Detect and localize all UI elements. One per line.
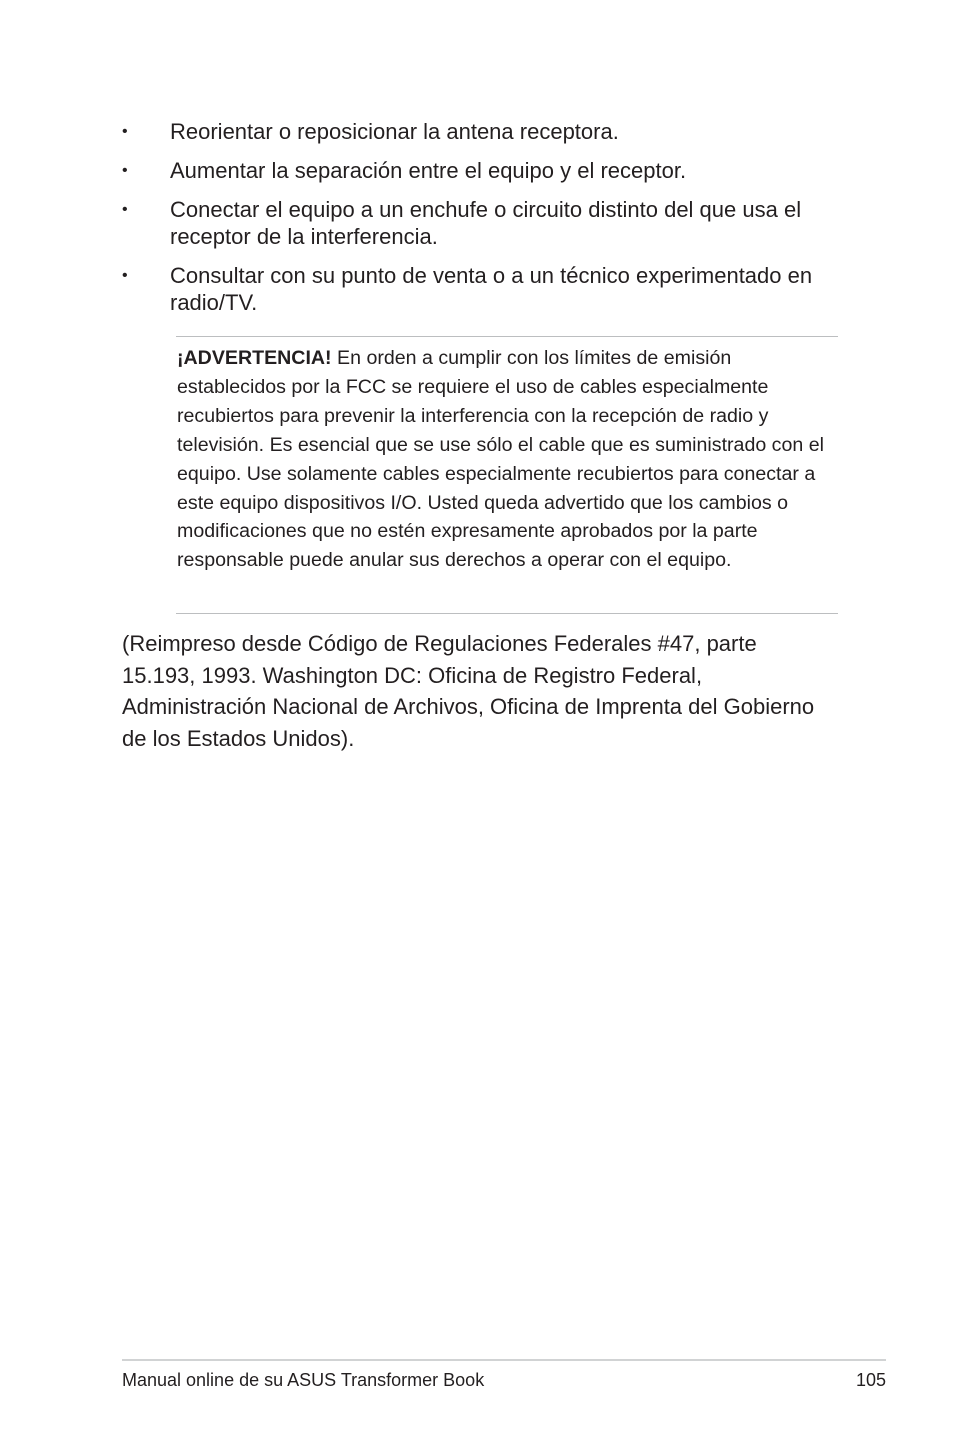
list-item bbox=[122, 196, 842, 250]
bullet-list bbox=[122, 118, 842, 328]
footer-divider bbox=[122, 1359, 886, 1361]
bullet-text: Reorientar o reposicionar la antena receptora. bbox=[170, 119, 619, 144]
warning-box bbox=[176, 336, 838, 614]
footer-title: Manual online de su ASUS Transformer Book bbox=[122, 1370, 485, 1390]
warning-body: En orden a cumplir con los límites de emisión establecidos por la FCC se requiere el uso de cables especialmente recubiertos para prevenir la interferencia con la recepción de radio y televisión. Es esencial que se use sólo el cable que es suministrado con el equipo. Use solamente cables especialmente recubiertos para conectar a este equipo dispositivos I/O. Usted queda advertido que los cambios o modificaciones que no estén expresamente aprobados por la parte responsable puede anular sus derechos a operar con el equipo. bbox=[177, 347, 824, 572]
warning-label: ¡ADVERTENCIA! bbox=[177, 347, 332, 369]
list-item bbox=[122, 157, 842, 184]
bullet-text: Aumentar la separación entre el equipo y el receptor. bbox=[170, 158, 687, 183]
bullet-icon: • bbox=[122, 201, 128, 218]
reprint-note: (Reimpreso desde Código de Regulaciones Federales #47, parte 15.193, 1993. Washington DC: Oficina de Registro Federal, Administración Nacional de Archivos, Oficina de Imprenta del Gobierno de los Estados Unidos). bbox=[122, 631, 815, 752]
list-item bbox=[122, 118, 842, 145]
bullet-icon: • bbox=[122, 162, 128, 179]
warning-paragraph bbox=[177, 344, 838, 575]
bullet-text: Consultar con su punto de venta o a un técnico experimentado en radio/TV. bbox=[170, 263, 813, 315]
page-number: 105 bbox=[855, 1370, 886, 1390]
list-item bbox=[122, 262, 842, 316]
bullet-icon: • bbox=[122, 267, 128, 284]
bullet-text: Conectar el equipo a un enchufe o circuito distinto del que usa el receptor de la interferencia. bbox=[170, 197, 802, 249]
bullet-icon: • bbox=[122, 123, 128, 140]
